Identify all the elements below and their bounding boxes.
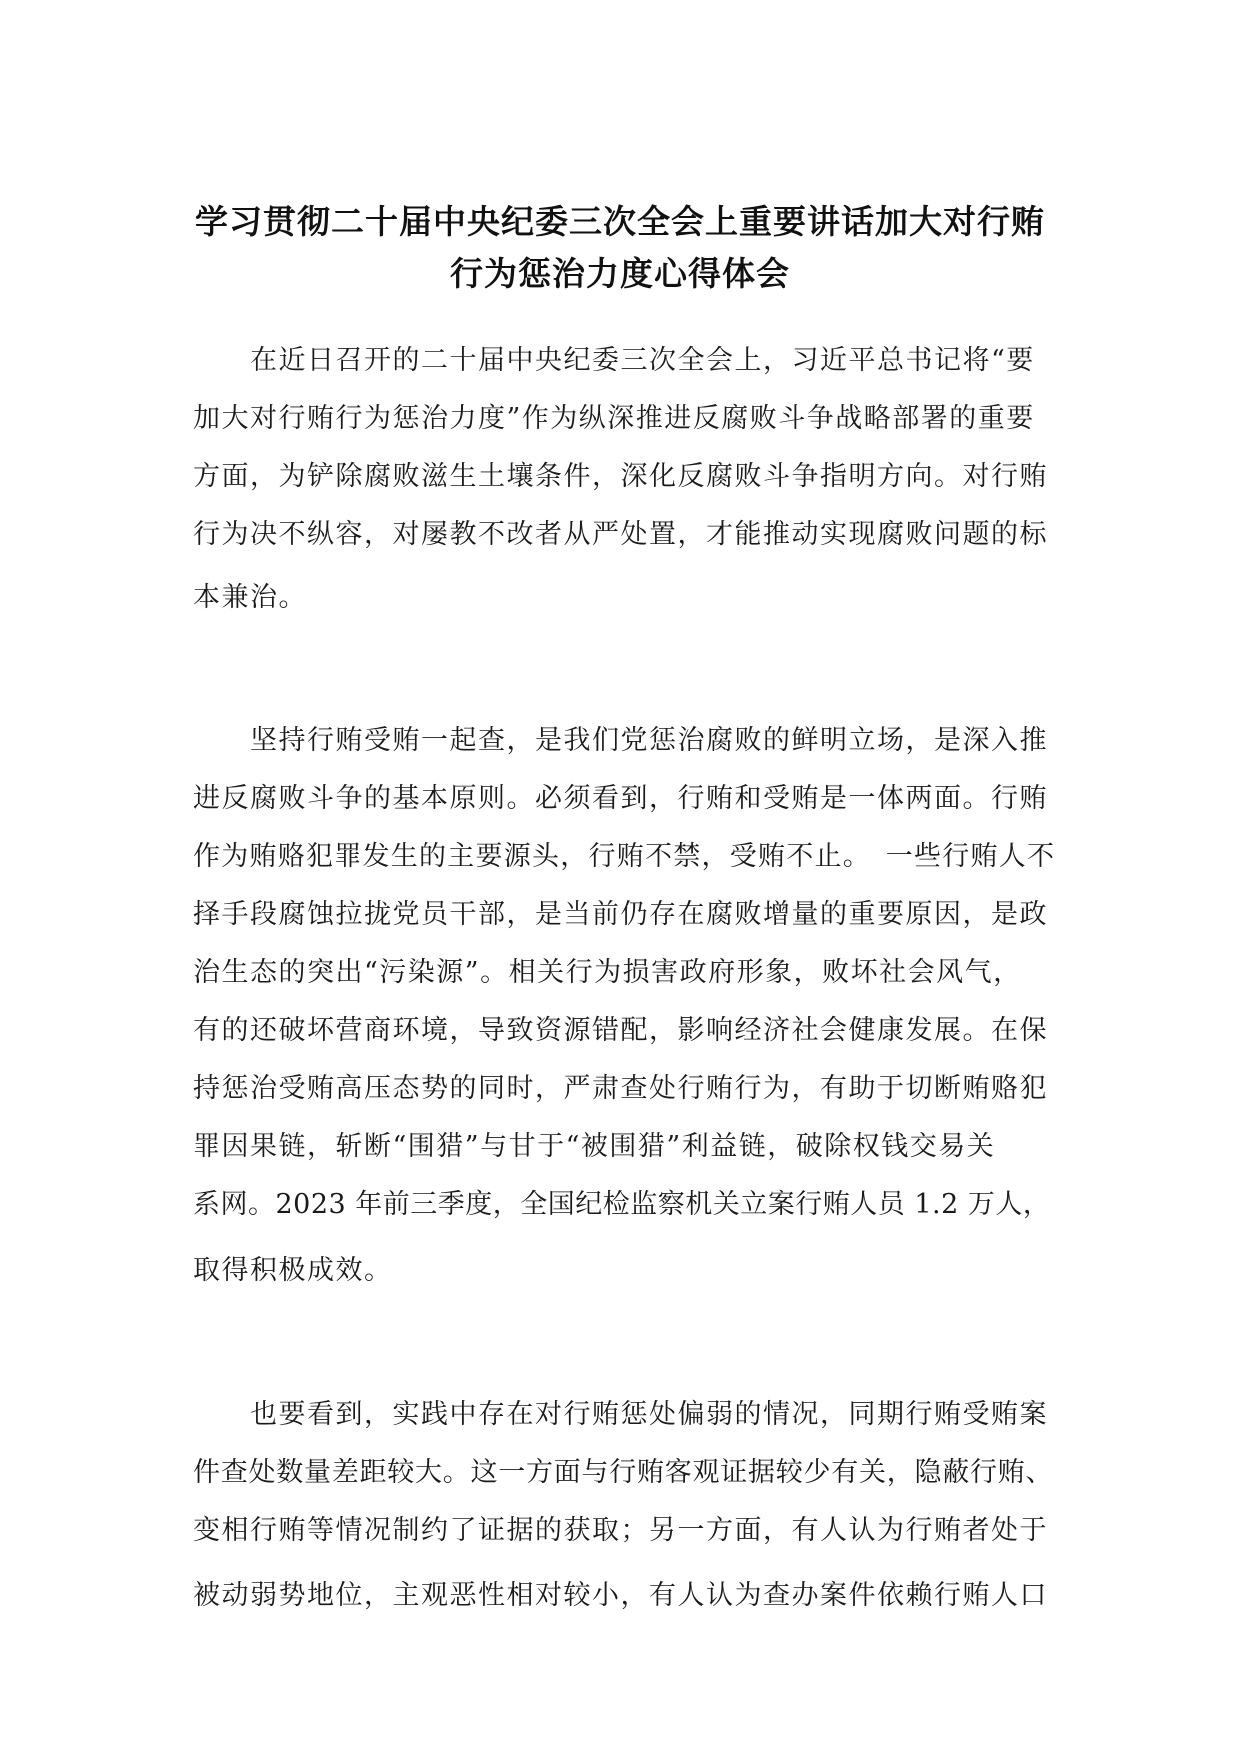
paragraph-line: 进反腐败斗争的基本原则。必须看到，行贿和受贿是一体两面。行贿 <box>193 783 1048 814</box>
paragraph-line: 有的还破坏营商环境，导致资源错配，影响经济社会健康发展。在保 <box>193 1015 1048 1046</box>
paragraph-line: 方面，为铲除腐败滋生土壤条件，深化反腐败斗争指明方向。对行贿 <box>193 461 1048 492</box>
paragraph-line: 加大对行贿行为惩治力度”作为纵深推进反腐败斗争战略部署的重要 <box>193 403 1035 434</box>
paragraph-line: 罪因果链，斩断“围猎”与甘于“被围猎”利益链，破除权钱交易关 <box>193 1131 996 1162</box>
paragraph-line: 行为决不纵容，对屡教不改者从严处置，才能推动实现腐败问题的标 <box>193 519 1048 550</box>
title-line: 学习贯彻二十届中央纪委三次全会上重要讲话加大对行贿 <box>195 202 1045 241</box>
paragraph-line: 在近日召开的二十届中央纪委三次全会上，习近平总书记将“要 <box>193 345 1035 376</box>
document-title <box>180 196 1060 300</box>
paragraph-line: 件查处数量差距较大。这一方面与行贿客观证据较少有关，隐蔽行贿、 <box>193 1457 1054 1488</box>
paragraph-line: 本兼治。 <box>193 582 307 613</box>
paragraph-line: 坚持行贿受贿一起查，是我们党惩治腐败的鲜明立场，是深入推 <box>193 725 1048 756</box>
paragraph-line: 被动弱势地位，主观恶性相对较小，有人认为查办案件依赖行贿人口 <box>193 1580 1048 1611</box>
paragraph-line: 也要看到，实践中存在对行贿惩处偏弱的情况，同期行贿受贿案 <box>193 1399 1048 1430</box>
paragraph-line: 作为贿赂犯罪发生的主要源头，行贿不禁，受贿不止。 一些行贿人不 <box>193 841 1056 872</box>
paragraph-line: 持惩治受贿高压态势的同时，严肃查处行贿行为，有助于切断贿赂犯 <box>193 1073 1048 1104</box>
paragraph-line: 治生态的突出“污染源”。相关行为损害政府形象，败坏社会风气， <box>193 957 1022 988</box>
paragraph-line: 变相行贿等情况制约了证据的获取；另一方面，有人认为行贿者处于 <box>193 1515 1048 1546</box>
paragraph-line: 择手段腐蚀拉拢党员干部，是当前仍存在腐败增量的重要原因，是政 <box>193 899 1048 930</box>
paragraph-line: 取得积极成效。 <box>193 1255 393 1286</box>
title-line: 行为惩治力度心得体会 <box>450 254 790 293</box>
paragraph-line: 系网。2023 年前三季度，全国纪检监察机关立案行贿人员 1.2 万人， <box>193 1189 1051 1220</box>
